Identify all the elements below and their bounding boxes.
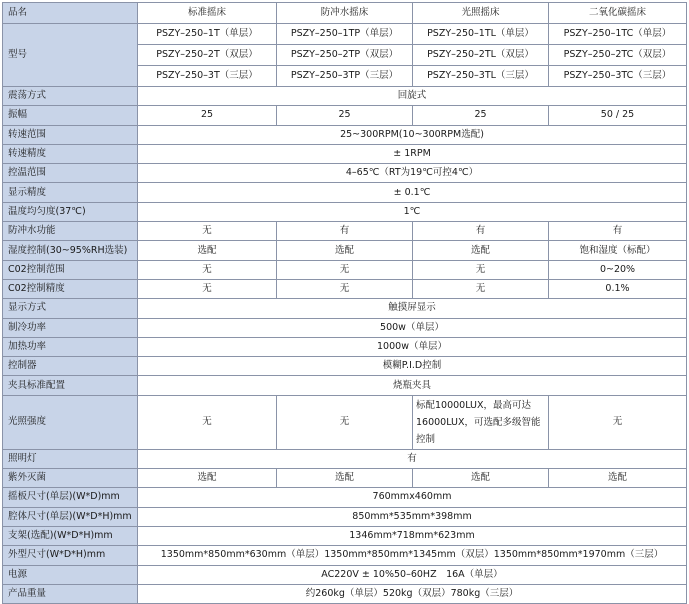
spec-row [3, 87, 687, 106]
model-cell: PSZY–250–2TC（双层） [549, 45, 687, 66]
header-label: 品名 [3, 3, 138, 24]
spec-row [3, 469, 687, 488]
spec-value: 无 [138, 260, 277, 279]
model-cell: PSZY–250–1TP（单层） [277, 24, 413, 45]
spec-label: 转速范围 [3, 125, 138, 144]
spec-value: 25 [413, 106, 549, 125]
spec-label: 电源 [3, 565, 138, 584]
spec-value: 饱和湿度（标配） [549, 241, 687, 260]
spec-label: 转速精度 [3, 144, 138, 163]
spec-label: 显示精度 [3, 183, 138, 202]
spec-value: 760mmx460mm [138, 488, 687, 507]
spec-value: 无 [138, 222, 277, 241]
spec-row [3, 395, 687, 449]
spec-label: 加热功率 [3, 337, 138, 356]
model-cell: PSZY–250–2TL（双层） [413, 45, 549, 66]
model-cell: PSZY–250–3TP（三层） [277, 66, 413, 87]
model-cell: PSZY–250–2T（双层） [138, 45, 277, 66]
spec-label: 显示方式 [3, 299, 138, 318]
spec-row [3, 144, 687, 163]
model-cell: PSZY–250–1TL（单层） [413, 24, 549, 45]
spec-row [3, 507, 687, 526]
spec-value: 1℃ [138, 202, 687, 221]
spec-label: 温度均匀度(37℃) [3, 202, 138, 221]
spec-value: 25 [277, 106, 413, 125]
spec-value: 4–65℃（RT为19℃可控4℃） [138, 164, 687, 183]
spec-value: AC220V ± 10%50–60HZ 16A（单层） [138, 565, 687, 584]
spec-row [3, 357, 687, 376]
spec-row [3, 279, 687, 298]
spec-row [3, 526, 687, 545]
spec-value: 无 [413, 279, 549, 298]
spec-label: 控制器 [3, 357, 138, 376]
model-cell: PSZY–250–3TC（三层） [549, 66, 687, 87]
model-label: 型号 [3, 24, 138, 87]
spec-value: 约260kg（单层）520kg（双层）780kg（三层） [138, 584, 687, 603]
spec-label: C02控制精度 [3, 279, 138, 298]
spec-label: 支架(选配)(W*D*H)mm [3, 526, 138, 545]
spec-value: 1350mm*850mm*630mm（单层）1350mm*850mm*1345mm（双层）1350mm*850mm*1970mm（三层） [138, 546, 687, 565]
header-co2-shaker: 二氧化碳摇床 [549, 3, 687, 24]
spec-label: C02控制范围 [3, 260, 138, 279]
spec-row [3, 376, 687, 395]
spec-value: 触摸屏显示 [138, 299, 687, 318]
spec-value: 有 [549, 222, 687, 241]
spec-value: 850mm*535mm*398mm [138, 507, 687, 526]
model-row-1 [3, 24, 687, 45]
spec-row [3, 565, 687, 584]
spec-table [2, 2, 687, 604]
spec-value: 有 [277, 222, 413, 241]
spec-value: 500w（单层） [138, 318, 687, 337]
spec-value: 选配 [138, 469, 277, 488]
spec-value: 选配 [413, 241, 549, 260]
spec-label: 光照强度 [3, 395, 138, 449]
spec-label: 振幅 [3, 106, 138, 125]
spec-row [3, 241, 687, 260]
spec-row [3, 337, 687, 356]
spec-label: 制冷功率 [3, 318, 138, 337]
spec-value: 选配 [549, 469, 687, 488]
spec-row [3, 260, 687, 279]
spec-value: 模糊P.I.D控制 [138, 357, 687, 376]
spec-value: 回旋式 [138, 87, 687, 106]
spec-row [3, 106, 687, 125]
spec-label: 外型尺寸(W*D*H)mm [3, 546, 138, 565]
spec-label: 摇板尺寸(单层)(W*D)mm [3, 488, 138, 507]
spec-label: 紫外灭菌 [3, 469, 138, 488]
header-light-shaker: 光照摇床 [413, 3, 549, 24]
spec-value: 选配 [413, 469, 549, 488]
spec-value: ± 1RPM [138, 144, 687, 163]
spec-value: 无 [138, 395, 277, 449]
spec-row [3, 546, 687, 565]
spec-row [3, 164, 687, 183]
spec-label: 腔体尺寸(单层)(W*D*H)mm [3, 507, 138, 526]
spec-value: 1346mm*718mm*623mm [138, 526, 687, 545]
spec-row [3, 125, 687, 144]
spec-label: 夹具标准配置 [3, 376, 138, 395]
header-standard-shaker: 标准摇床 [138, 3, 277, 24]
spec-row [3, 202, 687, 221]
spec-row [3, 449, 687, 468]
spec-value: 无 [413, 260, 549, 279]
spec-row [3, 183, 687, 202]
spec-value: ± 0.1℃ [138, 183, 687, 202]
spec-value: 有 [413, 222, 549, 241]
model-cell: PSZY–250–3TL（三层） [413, 66, 549, 87]
spec-label: 震荡方式 [3, 87, 138, 106]
spec-value: 0.1% [549, 279, 687, 298]
spec-value: 50 / 25 [549, 106, 687, 125]
spec-value: 无 [277, 260, 413, 279]
spec-value: 烧瓶夹具 [138, 376, 687, 395]
spec-value: 25~300RPM(10~300RPM选配) [138, 125, 687, 144]
spec-value: 标配10000LUX，最高可达16000LUX，可选配多级智能控制 [413, 395, 549, 449]
model-cell: PSZY–250–2TP（双层） [277, 45, 413, 66]
spec-value: 1000w（单层） [138, 337, 687, 356]
header-row [3, 3, 687, 24]
spec-value: 有 [138, 449, 687, 468]
spec-value: 无 [138, 279, 277, 298]
spec-row [3, 488, 687, 507]
spec-label: 产品重量 [3, 584, 138, 603]
model-cell: PSZY–250–3T（三层） [138, 66, 277, 87]
spec-label: 防冲水功能 [3, 222, 138, 241]
spec-value: 选配 [277, 469, 413, 488]
spec-row [3, 222, 687, 241]
spec-row [3, 584, 687, 603]
spec-value: 选配 [138, 241, 277, 260]
model-cell: PSZY–250–1T（单层） [138, 24, 277, 45]
spec-label: 湿度控制(30~95%RH选装) [3, 241, 138, 260]
spec-value: 25 [138, 106, 277, 125]
model-cell: PSZY–250–1TC（单层） [549, 24, 687, 45]
spec-value: 无 [277, 279, 413, 298]
spec-value: 选配 [277, 241, 413, 260]
header-waterproof-shaker: 防冲水摇床 [277, 3, 413, 24]
spec-label: 照明灯 [3, 449, 138, 468]
spec-row [3, 299, 687, 318]
spec-label: 控温范围 [3, 164, 138, 183]
spec-value: 无 [277, 395, 413, 449]
spec-row [3, 318, 687, 337]
spec-value: 0~20% [549, 260, 687, 279]
spec-value: 无 [549, 395, 687, 449]
